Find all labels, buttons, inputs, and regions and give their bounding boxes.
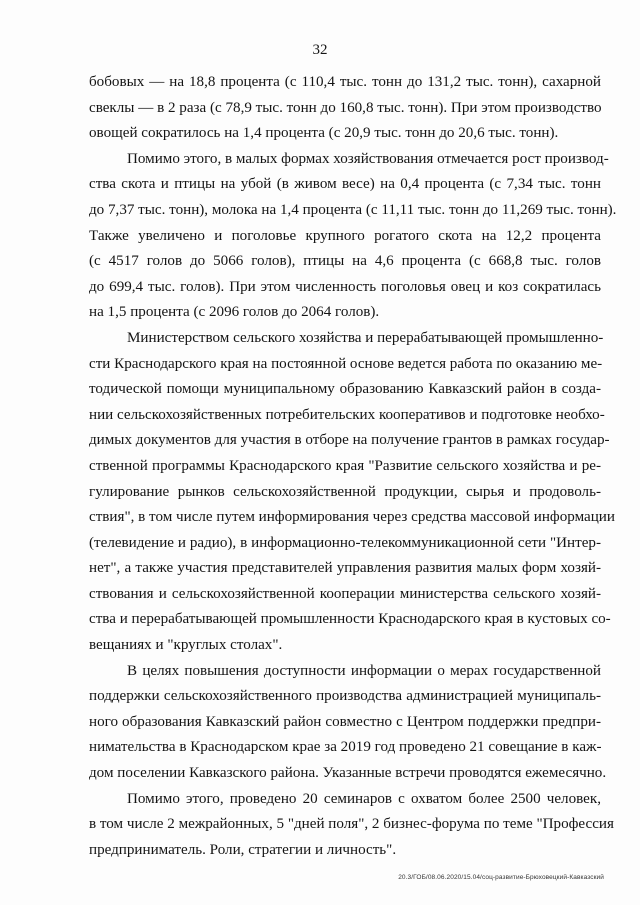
text-line: Помимо этого, в малых формах хозяйствования отмечается рост производ- <box>127 150 609 167</box>
text-line: ства и перерабатывающей промышленности Краснодарского края в кустовых со- <box>89 611 611 628</box>
text-line: овощей сократилось на 1,4 процента (с 20,9 тыс. тонн до 20,6 тыс. тонн). <box>89 125 559 142</box>
paragraph <box>89 659 607 787</box>
paragraph <box>89 70 601 147</box>
text-line: до 699,4 тыс. голов). При этом численность поголовья овец и коз сократилась <box>89 278 601 295</box>
text-line: (с 4517 голов до 5066 голов), птицы на 4,6 процента (с 668,8 тыс. голов <box>89 253 601 270</box>
text-line: сти Краснодарского края на постоянной основе ведется работа по оказанию ме- <box>89 355 603 372</box>
paragraph <box>89 326 615 659</box>
text-line: поддержки сельскохозяйственного производства администрацией муниципаль- <box>89 688 601 705</box>
page-number: 32 <box>312 42 328 58</box>
text-line: ствия", в том числе путем информирования через средства массовой информации <box>89 509 615 526</box>
text-line: нии сельскохозяйственных потребительских кооперативов и подготовке необхо- <box>89 406 605 423</box>
paragraph <box>89 147 617 326</box>
text-line: предприниматель. Роли, стратегии и личность". <box>89 841 397 858</box>
text-line: Также увеличено и поголовье крупного рогатого скота на 12,2 процента <box>89 227 601 244</box>
text-line: тодической помощи муниципальному образованию Кавказский район в созда- <box>89 381 601 398</box>
text-line: бобовых — на 18,8 процента (с 110,4 тыс. тонн до 131,2 тыс. тонн), сахарной <box>89 74 601 90</box>
text-line: Помимо этого, проведено 20 семинаров с охватом более 2500 человек, <box>127 790 601 807</box>
text-line: на 1,5 процента (с 2096 голов до 2064 голов). <box>89 304 380 321</box>
text-line: ственной программы Краснодарского края "Развитие сельского хозяйства и ре- <box>89 457 601 474</box>
footer-reference: 20.3/ГОБ/08.06.2020/15.04/соц-развитие-Брюховецкий-Кавказский <box>398 874 604 881</box>
text-line: гулирование рынков сельскохозяйственной продукции, сырья и продоволь- <box>89 483 601 500</box>
text-line: (телевидение и радио), в информационно-телекоммуникационной сети "Интер- <box>89 534 601 551</box>
text-line: димых документов для участия в отборе на получение грантов в рамках государ- <box>89 432 610 449</box>
text-line: вещаниях и "круглых столах". <box>89 637 283 654</box>
text-line: ного образования Кавказский район совместно с Центром поддержки предпри- <box>89 713 601 730</box>
text-line: свеклы — в 2 раза (с 78,9 тыс. тонн до 160,8 тыс. тонн). При этом производство <box>89 99 602 116</box>
paragraph <box>89 787 614 864</box>
document-body <box>89 70 617 863</box>
text-line: нет", а также участия представителей управления развития малых форм хозяй- <box>89 560 601 577</box>
text-line: Министерством сельского хозяйства и перерабатывающей промышленно- <box>127 329 604 346</box>
text-line: до 7,37 тыс. тонн), молока на 1,4 процента (с 11,11 тыс. тонн до 11,269 тыс. тонн). <box>89 201 617 218</box>
text-line: в том числе 2 межрайонных, 5 "дней поля", 2 бизнес-форума по теме "Профессия <box>89 816 614 833</box>
text-line: ствования и сельскохозяйственной кооперации министерства сельского хозяй- <box>89 585 601 602</box>
text-line: дом поселении Кавказского района. Указанные встречи проводятся ежемесячно. <box>89 765 607 782</box>
text-line: В целях повышения доступности информации о мерах государственной <box>127 662 601 679</box>
text-line: нимательства в Краснодарском крае за 2019 год проведено 21 совещание в каж- <box>89 739 602 756</box>
text-line: ства скота и птицы на убой (в живом весе) на 0,4 процента (с 7,34 тыс. тонн <box>89 176 601 193</box>
